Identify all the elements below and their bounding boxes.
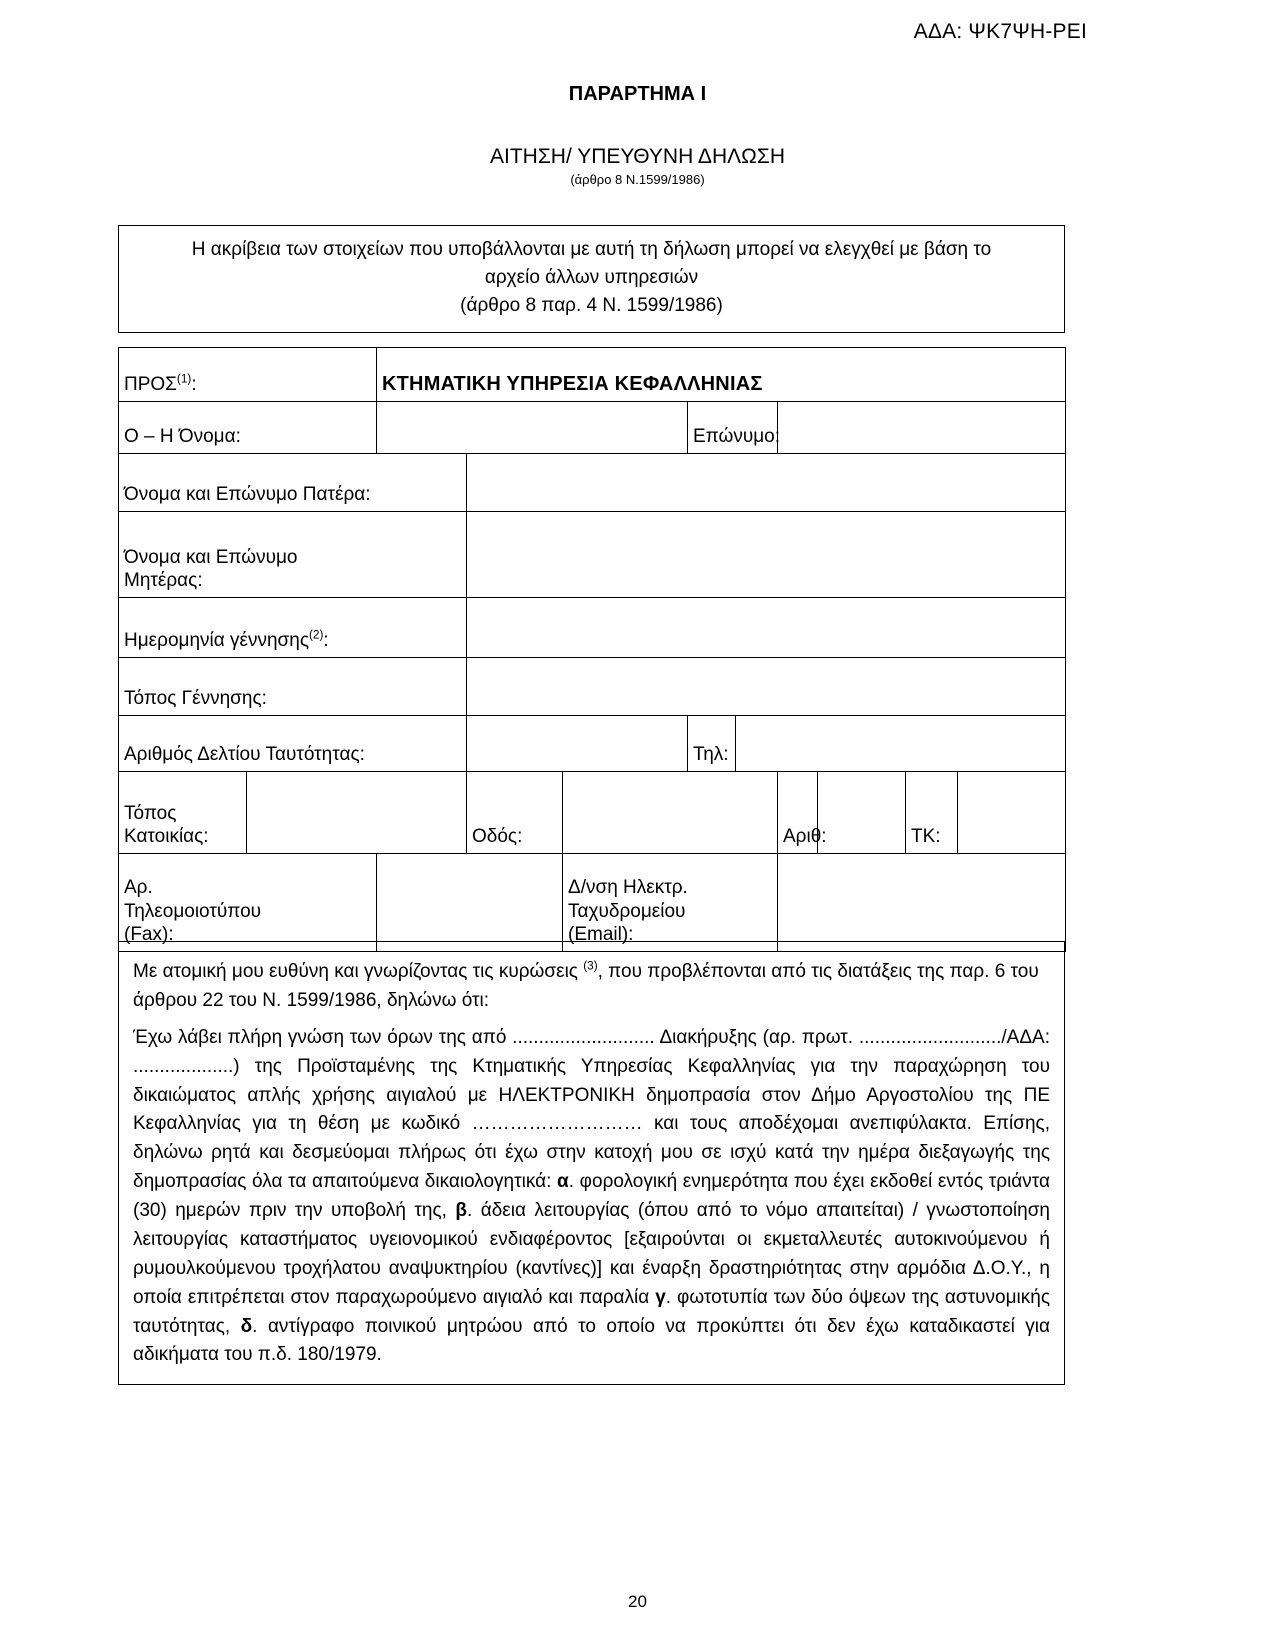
notice-line-2: αρχείο άλλων υπηρεσιών	[484, 266, 699, 288]
notice-line-1: Η ακρίβεια των στοιχείων που υποβάλλονται με αυτή τη δήλωση μπορεί να ελεγχθεί με βάση το	[191, 239, 992, 260]
ada-code: ΑΔΑ: ΨΚ7ΨΗ-ΡΕΙ	[913, 20, 1087, 43]
residence-label-line-2: Κατοικίας:	[124, 826, 209, 848]
fax-field[interactable]	[377, 854, 563, 952]
item-a-text: . φορολογική ενημερότητα που έχει εκδοθεί εντός τριάντα (30) ημερών πριν την υποβολή της,	[133, 1171, 1051, 1221]
footnote-marker-2: (2)	[309, 628, 324, 642]
first-name-field[interactable]	[377, 402, 688, 454]
declaration-intro-part-2: , που προβλέπονται από τις διατάξεις της παρ. 6 του άρθρου 22 του Ν. 1599/1986, δηλώνω ότι:	[133, 961, 1039, 1011]
birth-date-label: Ημερομηνία γέννησης$^{(2)}$:	[119, 598, 467, 658]
item-c-text: . φωτοτυπία των δύο όψεων της αστυνομικής ταυτότητας,	[133, 1286, 1050, 1337]
recipient-label: ΠΡΟΣ$^{(1)}$:	[119, 348, 377, 402]
birth-place-field[interactable]	[467, 658, 1066, 716]
table-row-name	[119, 402, 1066, 454]
father-name-field[interactable]	[467, 454, 1066, 512]
mother-name-label	[119, 512, 467, 598]
item-b-text: . άδεια λειτουργίας (όπου από το νόμο απαιτείται) / γνωστοποίηση λειτουργίας καταστήματος υγειονομικού ενδιαφέροντος [εξαιρούνται οι εκμεταλλευτές αυτοκινούμενου ή ρυμουλκούμενου τροχήλατου αναψυκτηρίου (καντίνες)] και έναρξη δραστηριότητας στην αρμόδια Δ.Ο.Υ., η οποία επιτρέπεται στον παραχωρούμενο αιγιαλό και παραλία	[133, 1200, 1050, 1308]
email-label	[563, 854, 778, 952]
table-row-mother	[119, 512, 1066, 598]
phone-label: Τηλ:	[688, 716, 736, 772]
accuracy-notice-box	[118, 225, 1065, 333]
email-label-line-2: Ταχυδρομείου	[568, 900, 686, 922]
footnote-marker-1: (1)	[176, 372, 192, 386]
table-row-address	[119, 772, 1066, 854]
postal-code-label: ΤΚ:	[906, 772, 958, 854]
table-row-recipient	[119, 348, 1066, 402]
item-d-text: . αντίγραφο ποινικού μητρώου από το οποίο να προκύπτει ότι δεν έχω καταδικαστεί για αδικήματα του π.δ. 180/1979.	[133, 1315, 1050, 1366]
recipient-value[interactable]: ΚΤΗΜΑΤΙΚΗ ΥΠΗΡΕΣΙΑ ΚΕΦΑΛΛΗΝΙΑΣ	[377, 348, 1066, 402]
first-name-label: Ο – Η Όνομα:	[119, 402, 377, 454]
document-subtitle: (άρθρο 8 Ν.1599/1986)	[570, 172, 705, 187]
item-c-marker: γ	[655, 1286, 666, 1308]
street-number-field[interactable]	[818, 772, 906, 854]
mother-name-field[interactable]	[467, 512, 1066, 598]
email-label-line-1: Δ/νση Ηλεκτρ.	[568, 876, 688, 898]
mother-label-line-2: Μητέρας:	[124, 570, 203, 592]
fax-label-line-1: Αρ.	[124, 876, 153, 898]
last-name-field[interactable]	[778, 402, 1066, 454]
notice-line-3: (άρθρο 8 παρ. 4 Ν. 1599/1986)	[460, 294, 723, 316]
declaration-body	[133, 1024, 1050, 1371]
declaration-paragraph-main: Έχω λάβει πλήρη γνώση των όρων της από ........................... Διακήρυξης (αρ. πρωτ. .........................../ΑΔΑ: ...................) της Προϊσταμένης της Κτηματικής Υπηρεσίας Κεφαλληνίας για την παραχώρηση του δικαιώματος απλής χρήσης αιγιαλού με ΗΛΕΚΤΡΟΝΙΚΗ δημοπρασία στον Δήμο Αργοστολίου της ΠΕ Κεφαλληνίας για τη θέση με κωδικό ……………………… και τους αποδέχομαι ανεπιφύλακτα. Επίσης, δηλώνω ρητά και δεσμεύομαι πλήρως ότι έχω στην κατοχή μου σε ισχύ κατά την ημέρα διεξαγωγής της δημοπρασίας όλα τα απαιτούμενα δικαιολογητικά:	[133, 1026, 1050, 1193]
page-number: 20	[628, 1592, 647, 1611]
item-b-marker: β	[455, 1200, 467, 1221]
birth-place-label: Τόπος Γέννησης:	[119, 658, 467, 716]
declaration-box	[118, 941, 1065, 1385]
residence-label-line-1: Τόπος	[124, 802, 177, 824]
street-number-label: Αριθ:	[778, 772, 818, 854]
table-row-birth-place	[119, 658, 1066, 716]
applicant-details-table	[118, 347, 1066, 952]
annex-title: ΠΑΡΑΡΤΗΜΑ I	[568, 83, 707, 105]
item-a-marker: α	[557, 1171, 569, 1193]
father-name-label: Όνομα και Επώνυμο Πατέρα:	[119, 454, 467, 512]
mother-label-line-1: Όνομα και Επώνυμο	[124, 546, 298, 568]
declaration-intro-part-1: Με ατομική μου ευθύνη και γνωρίζοντας τις κυρώσεις	[133, 961, 584, 982]
residence-label	[119, 772, 247, 854]
postal-code-field[interactable]	[958, 772, 1066, 854]
street-field[interactable]	[563, 772, 778, 854]
fax-label-line-3: (Fax):	[124, 924, 174, 946]
fax-label	[119, 854, 377, 952]
item-d-marker: δ	[240, 1315, 253, 1337]
birth-date-field[interactable]	[467, 598, 1066, 658]
email-label-line-3: (Email):	[568, 924, 634, 946]
declaration-intro	[133, 958, 1050, 1016]
fax-label-line-2: Τηλεομοιοτύπου	[124, 900, 262, 922]
id-number-field[interactable]	[467, 716, 688, 772]
table-row-birth-date	[119, 598, 1066, 658]
phone-field[interactable]	[736, 716, 1066, 772]
document-title: ΑΙΤΗΣΗ/ ΥΠΕΥΘΥΝΗ ΔΗΛΩΣΗ	[489, 145, 785, 168]
email-field[interactable]	[778, 854, 1066, 952]
table-row-father	[119, 454, 1066, 512]
last-name-label: Επώνυμο:	[688, 402, 778, 454]
residence-field[interactable]	[247, 772, 467, 854]
footnote-marker-3: (3)	[583, 959, 598, 973]
table-row-fax-email	[119, 854, 1066, 952]
table-row-id-phone	[119, 716, 1066, 772]
street-label: Οδός:	[467, 772, 563, 854]
id-number-label: Αριθμός Δελτίου Ταυτότητας:	[119, 716, 467, 772]
